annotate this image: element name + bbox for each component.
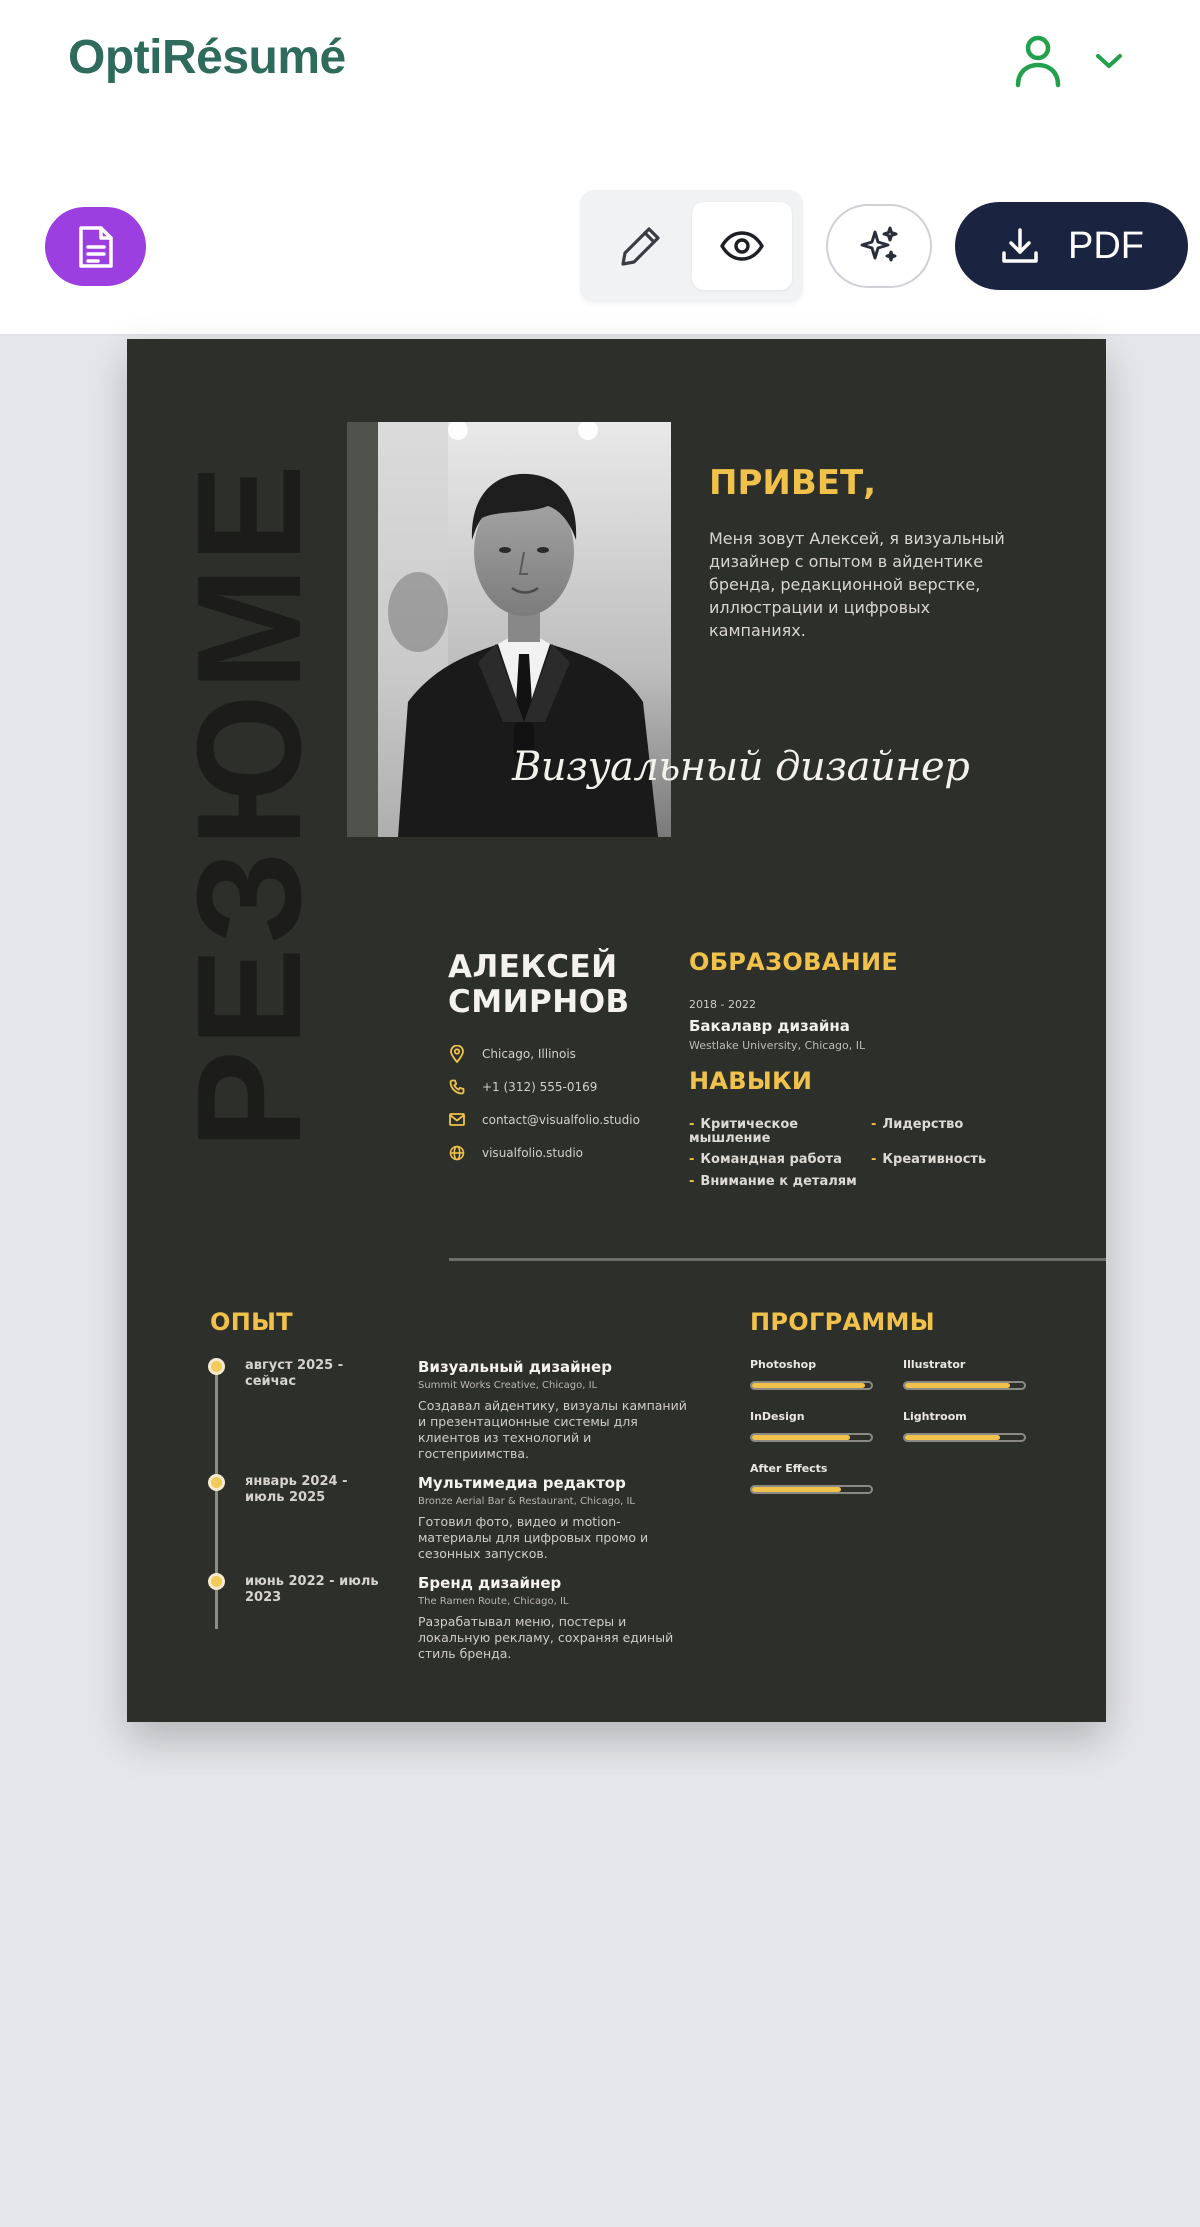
experience-description: Разрабатывал меню, постеры и локальную рекламу, сохраняя единый стиль бренда. — [418, 1614, 674, 1661]
editor-toolbar — [0, 130, 1200, 336]
experience-description: Создавал айдентику, визуалы кампаний и презентационные системы для клиентов из технологий и гостеприимства. — [418, 1398, 687, 1461]
programs-heading: ПРОГРАММЫ — [750, 1308, 935, 1336]
edit-mode-button[interactable] — [592, 202, 689, 290]
timeline-dot — [208, 1573, 225, 1590]
experience-title: Визуальный дизайнер — [418, 1358, 612, 1376]
preview-mode-button[interactable] — [692, 202, 792, 290]
program-level-fill — [752, 1383, 865, 1388]
program-name: Illustrator — [903, 1358, 966, 1371]
skills-heading: НАВЫКИ — [689, 1067, 813, 1095]
document-icon — [76, 224, 116, 270]
top-bar — [0, 0, 1200, 130]
download-pdf-button[interactable] — [955, 202, 1188, 290]
program-level-bar — [903, 1433, 1026, 1442]
download-icon — [1000, 226, 1040, 266]
phone-icon — [448, 1078, 466, 1096]
pencil-icon — [618, 223, 664, 269]
program-name: InDesign — [750, 1410, 805, 1423]
experience-company: Bronze Aerial Bar & Restaurant, Chicago, IL — [418, 1496, 636, 1507]
program-level-bar — [750, 1381, 873, 1390]
experience-company: Summit Works Creative, Chicago, IL — [418, 1380, 598, 1391]
program-level-bar — [750, 1485, 873, 1494]
eye-icon — [720, 230, 764, 262]
program-level-fill — [752, 1435, 850, 1440]
greeting-heading: ПРИВЕТ, — [709, 463, 877, 503]
program-name: After Effects — [750, 1462, 828, 1475]
contact-location: Chicago, Illinois — [448, 1037, 640, 1070]
intro-text: Меня зовут Алексей, я визуальный дизайнер с опытом в айдентике бренда, редакционной верстке, иллюстрации и цифровых кампаниях. — [709, 529, 1005, 640]
resume-preview — [127, 339, 1106, 1722]
contact-phone: +1 (312) 555-0169 — [448, 1070, 640, 1103]
program-name: Lightroom — [903, 1410, 967, 1423]
experience-date: январь 2024 - июль 2025 — [245, 1474, 348, 1505]
program-level-fill — [905, 1435, 1000, 1440]
experience-title: Бренд дизайнер — [418, 1574, 562, 1592]
skill-item: - Внимание к деталям — [689, 1174, 857, 1189]
sparkles-icon — [857, 224, 901, 268]
program-level-bar — [903, 1381, 1026, 1390]
education-school: Westlake University, Chicago, IL — [689, 1039, 866, 1052]
timeline-dot — [208, 1358, 225, 1375]
resume-vertical-title: РЕЗЮМЕ — [167, 460, 332, 1149]
globe-icon — [448, 1144, 466, 1162]
first-name: АЛЕКСЕЙ — [448, 949, 618, 985]
experience-date: август 2025 - сейчас — [245, 1358, 344, 1389]
location-pin-icon — [448, 1045, 466, 1063]
skill-item: - Критическое мышление — [689, 1117, 799, 1146]
contact-email: contact@visualfolio.studio — [448, 1103, 640, 1136]
skill-item: - Креативность — [871, 1152, 987, 1167]
timeline-dot — [208, 1474, 225, 1491]
skill-item: - Командная работа — [689, 1152, 842, 1167]
education-heading: ОБРАЗОВАНИЕ — [689, 948, 899, 976]
role-title: Визуальный дизайнер — [512, 744, 970, 790]
mail-icon — [448, 1111, 466, 1129]
user-icon[interactable] — [1010, 33, 1066, 89]
mode-switch — [580, 190, 803, 302]
program-level-bar — [750, 1433, 873, 1442]
education-degree: Бакалавр дизайна — [689, 1017, 850, 1035]
ai-assist-button[interactable] — [826, 204, 932, 288]
contact-website: visualfolio.studio — [448, 1136, 640, 1169]
app-logo[interactable]: OptiRésumé — [68, 31, 346, 84]
program-level-fill — [752, 1487, 841, 1492]
program-level-fill — [905, 1383, 1010, 1388]
experience-date: июнь 2022 - июль 2023 — [245, 1574, 379, 1605]
program-name: Photoshop — [750, 1358, 817, 1371]
education-years: 2018 - 2022 — [689, 998, 756, 1011]
full-name — [448, 950, 630, 1020]
experience-company: The Ramen Route, Chicago, IL — [418, 1596, 569, 1607]
last-name: СМИРНОВ — [448, 984, 630, 1020]
timeline-line — [215, 1369, 218, 1629]
section-divider — [449, 1258, 1106, 1261]
contact-list — [448, 1037, 640, 1169]
experience-heading: ОПЫТ — [210, 1308, 293, 1336]
chevron-down-icon[interactable] — [1094, 48, 1124, 74]
experience-description: Готовил фото, видео и motion-материалы для цифровых промо и сезонных запусков. — [418, 1514, 649, 1561]
pdf-label: PDF — [1068, 224, 1144, 267]
photo-frame-accent — [347, 422, 380, 837]
experience-title: Мультимедиа редактор — [418, 1474, 626, 1492]
skill-item: - Лидерство — [871, 1117, 964, 1132]
documents-button[interactable] — [45, 207, 146, 286]
